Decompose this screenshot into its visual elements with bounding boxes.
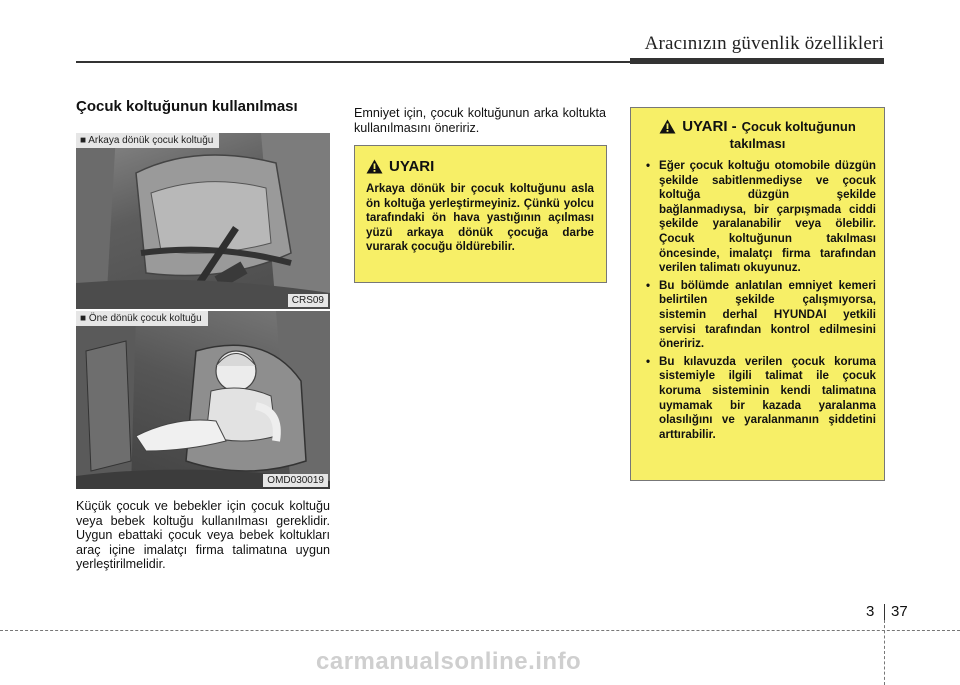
warning-header	[639, 118, 876, 135]
figure-code: OMD030019	[263, 474, 328, 487]
warning-title: UYARI -	[682, 118, 737, 135]
left-body-text: Küçük çocuk ve bebekler için çocuk koltuğu veya bebek koltuğu kullanılması gereklidir. Uygun ebattaki çocuk veya bebek koltukları araç içine imalatçı firma talimatına uygun yerleştirilmelidir.	[76, 499, 330, 572]
figure-code: CRS09	[288, 294, 328, 307]
figure-forward-facing-seat	[76, 311, 330, 489]
rear-facing-seat-illustration	[76, 133, 330, 309]
warning-subtitle-line2: takılması	[729, 136, 786, 151]
list-item: • Eğer çocuk koltuğu otomobile düzgün şekilde sabitlenmediyse ve çocuk koltuğa düzgün şekilde bağlanmadıysa, bir çarpışmada ciddi şekilde yaralanabilir veya ölebilir. Çocuk koltuğunun takılması öncesinde, imalatçı firma tarafından verilen talimatı okuyunuz.	[646, 159, 876, 275]
mid-body-text: Emniyet için, çocuk koltuğunun arka koltukta kullanılmasını öneririz.	[354, 106, 606, 135]
list-item: • Bu kılavuzda verilen çocuk koruma sistemiyle ilgili talimat ile çocuk koruma sisteminin kendi talimatına uymamak bir kazada yaralanma olasılığını ve yaralanmanın şiddetini arttırabilir.	[646, 354, 876, 441]
watermark: carmanualsonline.info	[316, 648, 582, 675]
warning-triangle-icon	[659, 119, 676, 134]
list-item-text: Bu kılavuzda verilen çocuk koruma sistemiyle ilgili talimat ile çocuk koruma sisteminin kendi talimatına uymamak bir kazada yaralanma olasılığını ve yaralanmanın şiddetini arttırabilir.	[659, 354, 876, 441]
figure-caption: ■ Öne dönük çocuk koltuğu	[76, 311, 208, 326]
warning-subtitle: Çocuk koltuğunun	[741, 119, 856, 134]
page-number: 37	[891, 603, 908, 620]
footer-vertical-rule	[884, 620, 885, 685]
warning-list	[639, 159, 876, 442]
section-title: Çocuk koltuğunun kullanılması	[76, 98, 298, 115]
warning-triangle-icon	[366, 159, 383, 174]
chapter-number: 3	[866, 603, 875, 620]
figure-caption: ■ Arkaya dönük çocuk koltuğu	[76, 133, 219, 148]
header-title: Aracınızın güvenlik özellikleri	[644, 33, 884, 54]
warning-box-installation	[630, 107, 885, 481]
warning-box-rear-facing	[354, 145, 607, 283]
warning-header	[366, 158, 594, 175]
header-rule-accent	[630, 58, 884, 64]
page-separator	[884, 604, 885, 620]
list-item-text: Bu bölümde anlatılan emniyet kemeri belirtilen şekilde çalışmıyorsa, sistemin derhal HYUNDAI yetkili servisi tarafından kontrol edilmesini öneririz.	[659, 278, 876, 351]
footer-rule	[0, 630, 960, 631]
figure-rear-facing-seat	[76, 133, 330, 309]
warning-title: UYARI	[389, 158, 435, 175]
list-item-text: Eğer çocuk koltuğu otomobile düzgün şekilde sabitlenmediyse ve çocuk koltuğa düzgün şekilde bağlanmadıysa, bir çarpışmada ciddi şekilde yaralanabilir veya ölebilir. Çocuk koltuğunun takılması öncesinde, imalatçı firma tarafından verilen talimatı okuyunuz.	[659, 159, 876, 275]
warning-body: Arkaya dönük bir çocuk koltuğunu asla ön koltuğa yerleştirmeyiniz. Çünkü yolcu tarafındaki ön hava yastığının açılması yüzü arkaya dönük çocuğa darbe vurarak çocuğu öldürebilir.	[366, 182, 594, 254]
list-item: • Bu bölümde anlatılan emniyet kemeri belirtilen şekilde çalışmıyorsa, sistemin derhal HYUNDAI yetkili servisi tarafından kontrol edilmesini öneririz.	[646, 278, 876, 351]
forward-facing-seat-illustration	[76, 311, 330, 489]
